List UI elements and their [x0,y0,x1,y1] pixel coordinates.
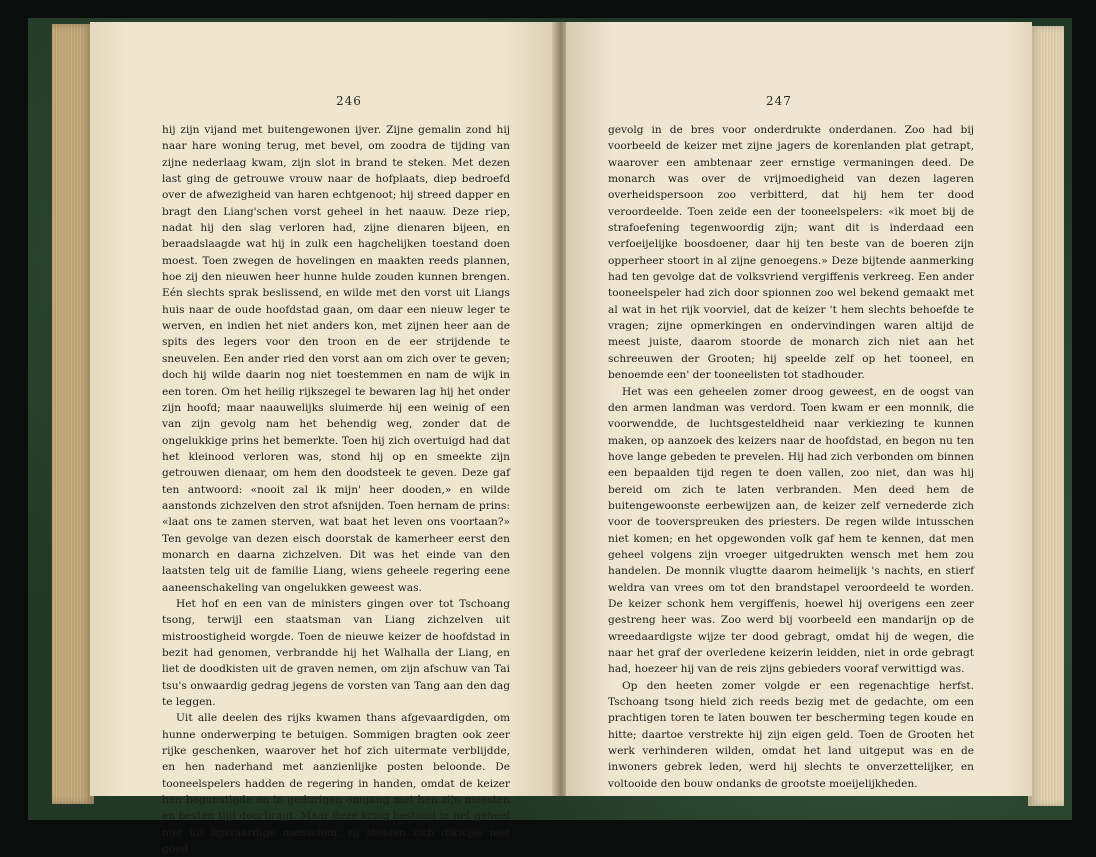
paragraph: gevolg in de bres voor onderdrukte onderdanen. Zoo had bij voorbeeld de keizer met zijne jagers de korenlanden plat getrapt, waarover een ambtenaar zeer ernstige vermaningen deed. De monarch was over de vrijmoedigheid van dezen lageren overheidspersoon zoo verbitterd, dat hij hem ter dood veroordeelde. Toen zeide een der tooneelspelers: «ik moet bij de strafoefening tegenwoordig zijn; want dit is inderdaad een verfoeijelijke boosdoener, daar hij ten beste van de boeren zijn opperheer stoort in al zijne genoegens.» Deze bijtende aanmerking had ten gevolge dat de volksvriend vergiffenis verkreeg. Een ander tooneelspeler had zich door spionnen zoo wel bekend gemaakt met al wat in het rijk voorviel, dat de keizer 't hem slechts behoefde te vragen; zijne opmerkingen en ondervindingen waren altijd de meest juiste, daarom stoorde de monarch zich niet aan het schreeuwen der Grooten; hij speelde zelf op het tooneel, en benoemde een' der tooneelisten tot stadhouder. [608,124,974,382]
paragraph: Uit alle deelen des rijks kwamen thans afgevaardigden, om hunne onderwerping te betuigen. Sommigen bragten ook zeer rijke geschenken, waarover het hof zich uitermate verblijdde, en hen naderhand met aanzienlijke posten beloonde. De tooneelspelers hadden de regering in handen, omdat de keizer hen begunstigde en in gedurigen omgang met hen zijn meesten en besten tijd doorbragt. Maar deze kring bestond in het geheel niet uit ligtvaardige menschen, zij stelden zich dikwijls met goed [162,712,510,856]
right-page [566,22,1032,796]
paragraph: Op den heeten zomer volgde er een regenachtige herfst. Tschoang tsong hield zich reeds bezig met de gedachte, om een prachtigen toren te laten bouwen ter bescherming tegen koude en hitte; daartoe verstrekte hij zijn eigen geld. Toen de Grooten het werk verhinderen wilden, omdat het land uitgeput was en de inwoners gebrek leden, werd hij slechts te onverzettelijker, en voltooide den bouw ondanks de grootste moeijelijkheden. [608,679,974,790]
page-text [608,122,974,792]
page-number: 246 [336,94,362,108]
page-edges-right [1028,26,1064,806]
paragraph: hij zijn vijand met buitengewonen ijver. Zijne gemalin zond hij naar hare woning terug, met bevel, om zoodra de tijding van zijne nederlaag kwam, zijn slot in brand te steken. Met dezen last ging de getrouwe vrouw naar de hofplaats, diep bedroefd over de afwezigheid van haren echtgenoot; hij streed dapper en bragt den Liang'schen vorst geheel in het naauw. Deze riep, nadat hij den slag verloren had, zijne dienaren bijeen, en beraadslaagde wat hij in zulk een hagchelijken toestand doen moest. Toen zwegen de hovelingen en maakten reeds plannen, hoe zij den nieuwen heer hunne hulde zouden kunnen brengen. Eén slechts sprak beslissend, en wilde met den vorst uit Liangs huis naar de oude hoofdstad gaan, om daar een nieuw leger te werven, en indien het niet anders kon, met zijnen heer aan de spits des legers voor den troon en de eer strijdende te sneuvelen. Een ander ried den vorst aan om zich over te geven; doch hij wilde daarin nog niet toestemmen en nam de wijk in een toren. Om het heilig rijkszegel te bewaren lag hij het onder zijn hoofd; maar naauwelijks sluimerde hij een weinig of een van zijn gevolg nam het behendig weg, zonder dat de ongelukkige prins het bemerkte. Toen hij zich overtuigd had dat het kleinood verloren was, stond hij op en smeekte zijn getrouwen dienaar, om hem den doodsteek te geven. Deze gaf ten antwoord: «nooit zal ik mijn' heer dooden,» en wilde aanstonds zichzelven den strot afsnijden. Toen hernam de prins: «laat ons te zamen sterven, wat baat het leven ons voortaan?» Ten gevolge van dezen eisch doorstak de kamerheer eerst den monarch en daarna zichzelven. Dit was het einde van den laatsten telg uit de familie Liang, wiens geheele regering eene aaneenschakeling van ongelukken geweest was. [162,124,510,594]
page-text [162,122,510,857]
page-edges-left [52,24,94,804]
paragraph: Het hof en een van de ministers gingen over tot Tschoang tsong, terwijl een staatsman van Liang zichzelven uit mistroostigheid worgde. Toen de nieuwe keizer de hoofdstad in bezit had genomen, verbrandde hij het Walhalla der Liang, en liet de doodkisten uit de graven nemen, om zijn afschuw van Tai tsu's onwaardig gedrag jegens de vorsten van Tang aan den dag te leggen. [162,597,510,709]
page-number: 247 [766,94,792,108]
paragraph: Het was een geheelen zomer droog geweest, en de oogst van den armen landman was verdord. Toen kwam er een monnik, die voorwendde, de luchtsgesteldheid naar verkiezing te kunnen maken, op aanzoek des keizers naar de hoofdstad, en begon nu ten hove lange gebeden te prevelen. Hij had zich verbonden om binnen een bepaalden tijd regen te doen vallen, zoo niet, dan was hij bereid om zich te laten verbranden. Men deed hem de buitengewoonste eerbewijzen aan, de keizer zelf vernederde zich voor de tooverspreuken des priesters. De regen wilde intusschen niet komen; en het opgewonden volk gaf hem te kennen, dat men geheel volgens zijn vroeger uitgedrukten wensch met hem zou handelen. De monnik vlugtte daarom heimelijk 's nachts, en stierf weldra van vrees om tot den brandstapel veroordeeld te worden. De keizer schonk hem vergiffenis, hoewel hij overigens een zeer gestreng heer was. Zoo werd bij voorbeeld een mandarijn op de wreedaardigste wijze ter dood gebragt, omdat hij de wegen, die naar het graf der overledene keizerin leidden, niet in orde gebragt had, hoezeer hij van de reis zijns gebieders vooraf verwittigd was. [608,385,974,676]
left-page [90,22,558,856]
